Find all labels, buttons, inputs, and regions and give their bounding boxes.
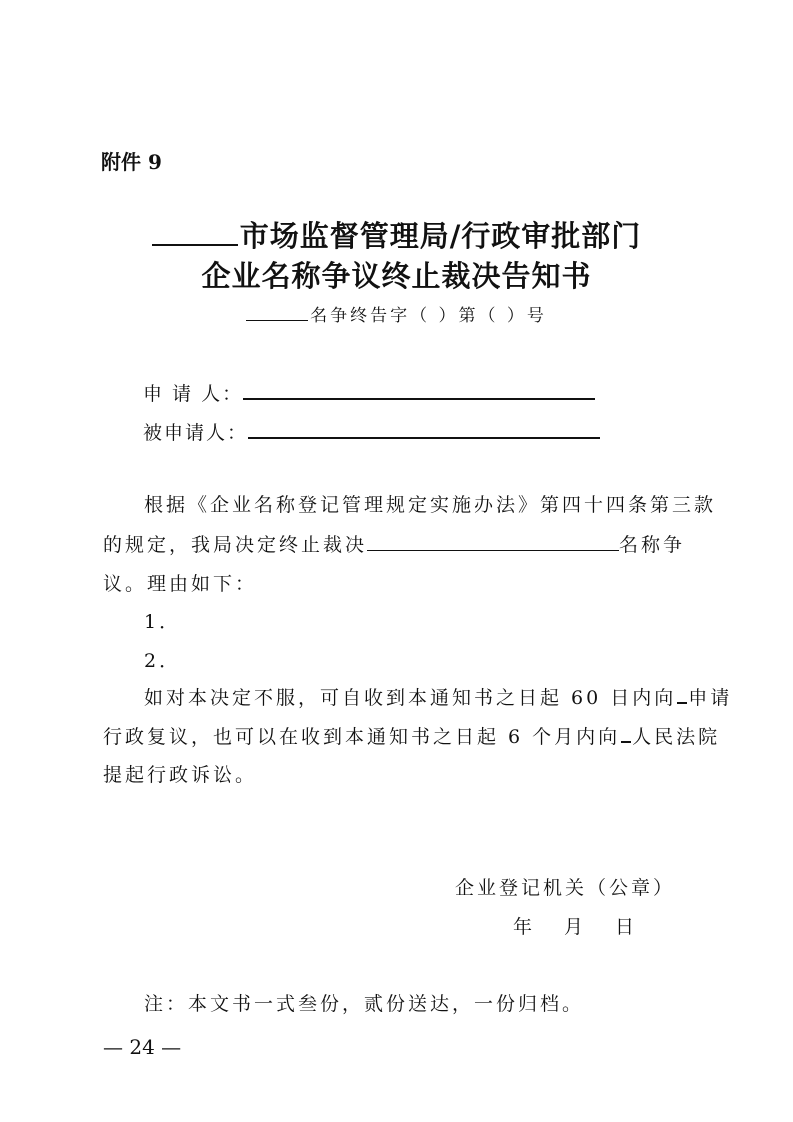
dispute-name-blank <box>367 530 619 551</box>
body-paragraph-line: 提起行政诉讼。 <box>103 764 258 786</box>
document-title-line2: 企业名称争议终止裁决告知书 <box>201 259 592 293</box>
body-text: 名称争 <box>619 534 686 556</box>
respondent-label: 被申请人： <box>143 422 249 444</box>
attachment-label: 附件 9 <box>101 150 162 174</box>
footnote: 注：本文书一式叁份，贰份送达，一份归档。 <box>144 993 585 1015</box>
date-month: 月 <box>564 916 584 938</box>
registration-authority-seal: 企业登记机关（公章） <box>455 877 676 899</box>
title-line1-text: 市场监督管理局/行政审批部门 <box>239 219 642 253</box>
review-authority-blank <box>677 684 687 704</box>
body-paragraph-line <box>144 683 732 710</box>
document-title-line1 <box>0 214 793 255</box>
reason-item-1: 1． <box>144 611 182 633</box>
doc-prefix-blank <box>246 302 308 321</box>
body-text: 如对本决定不服，可自收到本通知书之日起 60 日内向 <box>144 687 677 709</box>
body-text: 的规定，我局决定终止裁决 <box>103 534 368 556</box>
body-paragraph-line <box>103 530 685 557</box>
applicant-label: 申 请 人： <box>143 383 244 405</box>
applicant-field <box>143 378 595 406</box>
body-text: 申请 <box>688 687 733 709</box>
court-name-blank <box>621 723 631 743</box>
date-year: 年 <box>513 916 533 938</box>
body-text: 行政复议，也可以在收到本通知书之日起 6 个月内向 <box>103 726 621 748</box>
reason-item-2: 2． <box>144 650 182 672</box>
respondent-blank-line <box>248 417 600 439</box>
body-text: 人民法院 <box>632 726 721 748</box>
authority-name-blank <box>152 218 238 246</box>
document-number-text: 名争终告字（ ）第（ ）号 <box>310 306 547 326</box>
body-paragraph-line <box>103 722 720 749</box>
date-day: 日 <box>615 916 635 938</box>
document-number <box>0 301 793 326</box>
page-number: — 24 — <box>103 1035 182 1059</box>
body-paragraph-line: 根据《企业名称登记管理规定实施办法》第四十四条第三款 <box>144 494 717 516</box>
signature-date <box>513 912 666 939</box>
body-paragraph-line: 议。理由如下： <box>103 573 258 595</box>
respondent-field <box>143 417 600 445</box>
applicant-blank-line <box>243 378 595 400</box>
